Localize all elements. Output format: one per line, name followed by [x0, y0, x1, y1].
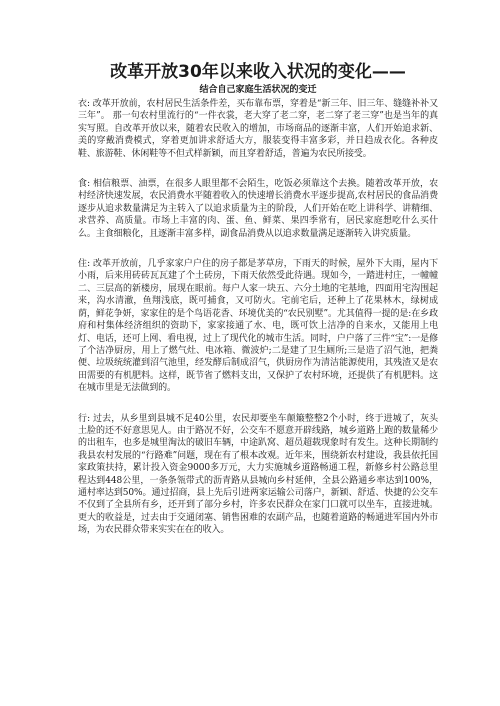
paragraph-food: 食: 相信粮票、油票，在很多人眼里都不会陌生，吃饭必须靠这个去换。随着改革开放，农村经济快速发展，农民消费水平随着收入的快速增长消费水平逐步提高,农村居民的食品消费逐步从追求数量满足为主转入了以追求质量为主的阶段，人们开始在吃上讲科学、讲精细、求营养、高质量。市场上丰富的肉、蛋、鱼、鲜菜、果四季常有，居民家庭想吃什么买什么。主食细粮化，且逐渐丰富多样，副食品消费从以追求数量满足逐渐转入讲究质量。	[78, 179, 438, 239]
document-title: 改革开放30年以来收入状况的变化——	[110, 62, 406, 82]
document-body	[78, 98, 438, 537]
document-subtitle: 结合自己家庭生活状况的变迁	[199, 85, 317, 95]
paragraph-transport: 行: 过去，从乡里到县城不足40公里，农民却要坐车颠簸整整2个小时，终于进城了，灰头土脸的还不好意思见人。由于路况不好，公交车不愿意开辟线路，城乡道路上跑的数量稀少的出租车，也多是城里淘汰的破旧车辆，中途趴窝、超员超载现象时有发生。这种长期制约我县农村发展的“行路难”问题，现在有了根本改观。近年来，围绕新农村建设，我县依托国家政策扶持，累计投入资金9000多万元，大力实施城乡道路畅通工程，新修乡村公路总里程达到448公里，一条条瓴带式的沥青路从县城向乡村延伸，全县公路通乡率达到100%，通村率达到50%。通过招商，县上先后引进两家运输公司落户，新颖、舒适、快捷的公交车不仅到了全县所有乡，还开到了部分乡村，许多农民群众在家门口就可以坐车，直接进城。更大的收益是，过去由于交通闭塞、销售困难的农副产品，也随着道路的畅通进军国内外市场，为农民群众带来实实在在的收入。	[78, 413, 438, 536]
paragraph-clothing: 衣: 改革开放前，农村居民生活条件差，买布靠布票，穿着是“新三年、旧三年、缝缝补补又三年”。 那一句农村里流行的“一件衣裳，老大穿了老二穿，老二穿了老三穿”也是当年的真实写照。自改革开放以来，随着农民收入的增加，市场商品的逐渐丰富，人们开始追求新、美的穿戴消费模式，穿着更加讲求舒适大方，服装变得丰富多彩，并日趋成衣化。各种皮鞋、旅游鞋、休闲鞋等不但式样新颖，而且穿着舒适，普遍为农民所接受。	[78, 99, 438, 159]
paragraph-housing: 住: 改革开放前，几乎家家户户住的房子都是茅草房，下雨天的时候，屋外下大雨，屋内下小雨，后来用砖砖瓦瓦建了个土砖房，下雨天依然受此待遇。现如今，一踏进村庄，一幢幢二、三层高的新楼房，展现在眼前。每户人家一块五、六分土地的宅基地，四面用宅沟围起来，沟水清澈，鱼翔浅底，既可捕食，又可防火。宅前宅后，还种上了花果林木，绿树成荫，鲜花争妍，家家住的是个鸟语花香、环境优美的“农民别墅”。尤其值得一提的是:在乡政府和村集体经济组织的资助下，家家接通了水、电，既可饮上洁净的自来水，又能用上电灯、电话，还可上网、看电视，过上了现代化的城市生活。同时，户户落了三件“宝”:一是修了个洁净厨房，用上了燃气灶、电冰箱、微波炉;二是建了卫生厕所;三是造了沼气池，把粪便、垃圾统统灌到沼气池里，经发酵后制成沼气，供厨房作为清洁能源使用，其残渣又是农田需要的有机肥料。这样，既节省了燃料支出，又保护了农村环境，还提供了有机肥料。这在城市里是无法做到的。	[78, 259, 438, 394]
